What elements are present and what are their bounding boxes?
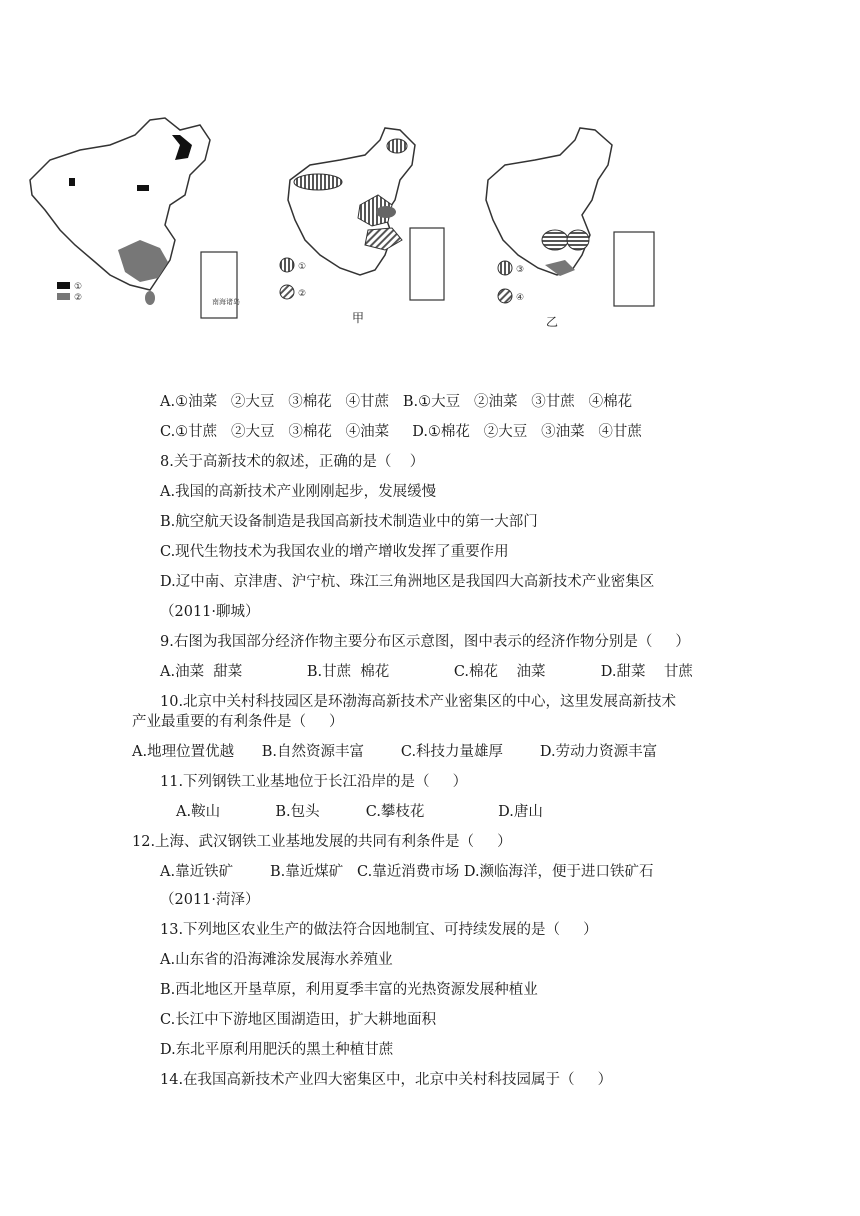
source-heze: （2011·菏泽） (160, 892, 260, 908)
q13-option-d: D.东北平原利用肥沃的黑土种植甘蔗 (160, 1042, 394, 1058)
q13-option-b: B.西北地区开垦草原，利用夏季丰富的光热资源发展种植业 (160, 982, 538, 998)
q11-options: A.鞍山 B.包头 C.攀枝花 D.唐山 (176, 804, 543, 820)
q9-options: A.油菜 甜菜 B.甘蔗 棉花 C.棉花 油菜 D.甜菜 甘蔗 (160, 664, 693, 680)
q10-options: A.地理位置优越 B.自然资源丰富 C.科技力量雄厚 D.劳动力资源丰富 (132, 744, 658, 760)
legend-label-4: ② (298, 289, 307, 299)
q12-stem: 12.上海、武汉钢铁工业基地发展的共同有利条件是（ ） (132, 834, 512, 850)
q8-option-d: D.辽中南、京津唐、沪宁杭、珠江三角洲地区是我国四大高新技术产业密集区 (160, 574, 655, 590)
legend-label-2: ② (74, 293, 83, 303)
source-liaocheng: （2011·聊城） (160, 604, 260, 620)
q13-option-a: A.山东省的沿海滩涂发展海水养殖业 (160, 952, 393, 968)
legend-label-6: ④ (516, 293, 525, 303)
map-1 (30, 118, 240, 318)
q8-option-c: C.现代生物技术为我国农业的增产增收发挥了重要作用 (160, 544, 509, 560)
q8-stem: 8.关于高新技术的叙述，正确的是（ ） (160, 454, 425, 470)
q9-stem: 9.右图为我国部分经济作物主要分布区示意图，图中表示的经济作物分别是（ ） (160, 634, 690, 650)
map-caption-jia: 甲 (352, 311, 365, 325)
legend-label-3: ① (298, 262, 307, 272)
q13-option-c: C.长江中下游地区围湖造田，扩大耕地面积 (160, 1012, 437, 1028)
q8-option-b: B.航空航天设备制造是我国高新技术制造业中的第一大部门 (160, 514, 538, 530)
map-3 (486, 128, 654, 329)
legend-label-1: ① (74, 282, 83, 292)
map-caption-yi: 乙 (546, 315, 559, 329)
inset-label-1: 南海诸岛 (212, 298, 240, 306)
crop-distribution-maps (0, 0, 860, 360)
q12-options: A.靠近铁矿 B.靠近煤矿 C.靠近消费市场 D.濒临海洋，便于进口铁矿石 (160, 864, 654, 880)
map-2 (280, 128, 444, 325)
q8-option-a: A.我国的高新技术产业刚刚起步，发展缓慢 (160, 484, 437, 500)
q13-stem: 13.下列地区农业生产的做法符合因地制宜、可持续发展的是（ ） (160, 922, 598, 938)
q10-stem-line1: 10.北京中关村科技园区是环渤海高新技术产业密集区的中心，这里发展高新技术 (160, 694, 677, 710)
q7-options-ab: A.①油菜 ②大豆 ③棉花 ④甘蔗 B.①大豆 ②油菜 ③甘蔗 ④棉花 (160, 394, 633, 410)
q14-stem: 14.在我国高新技术产业四大密集区中，北京中关村科技园属于（ ） (160, 1072, 613, 1088)
q11-stem: 11.下列钢铁工业基地位于长江沿岸的是（ ） (160, 774, 468, 790)
q10-stem-line2: 产业最重要的有利条件是（ ） (132, 714, 344, 730)
q7-options-cd: C.①甘蔗 ②大豆 ③棉花 ④油菜 D.①棉花 ②大豆 ③油菜 ④甘蔗 (160, 424, 642, 440)
legend-label-5: ③ (516, 265, 525, 275)
